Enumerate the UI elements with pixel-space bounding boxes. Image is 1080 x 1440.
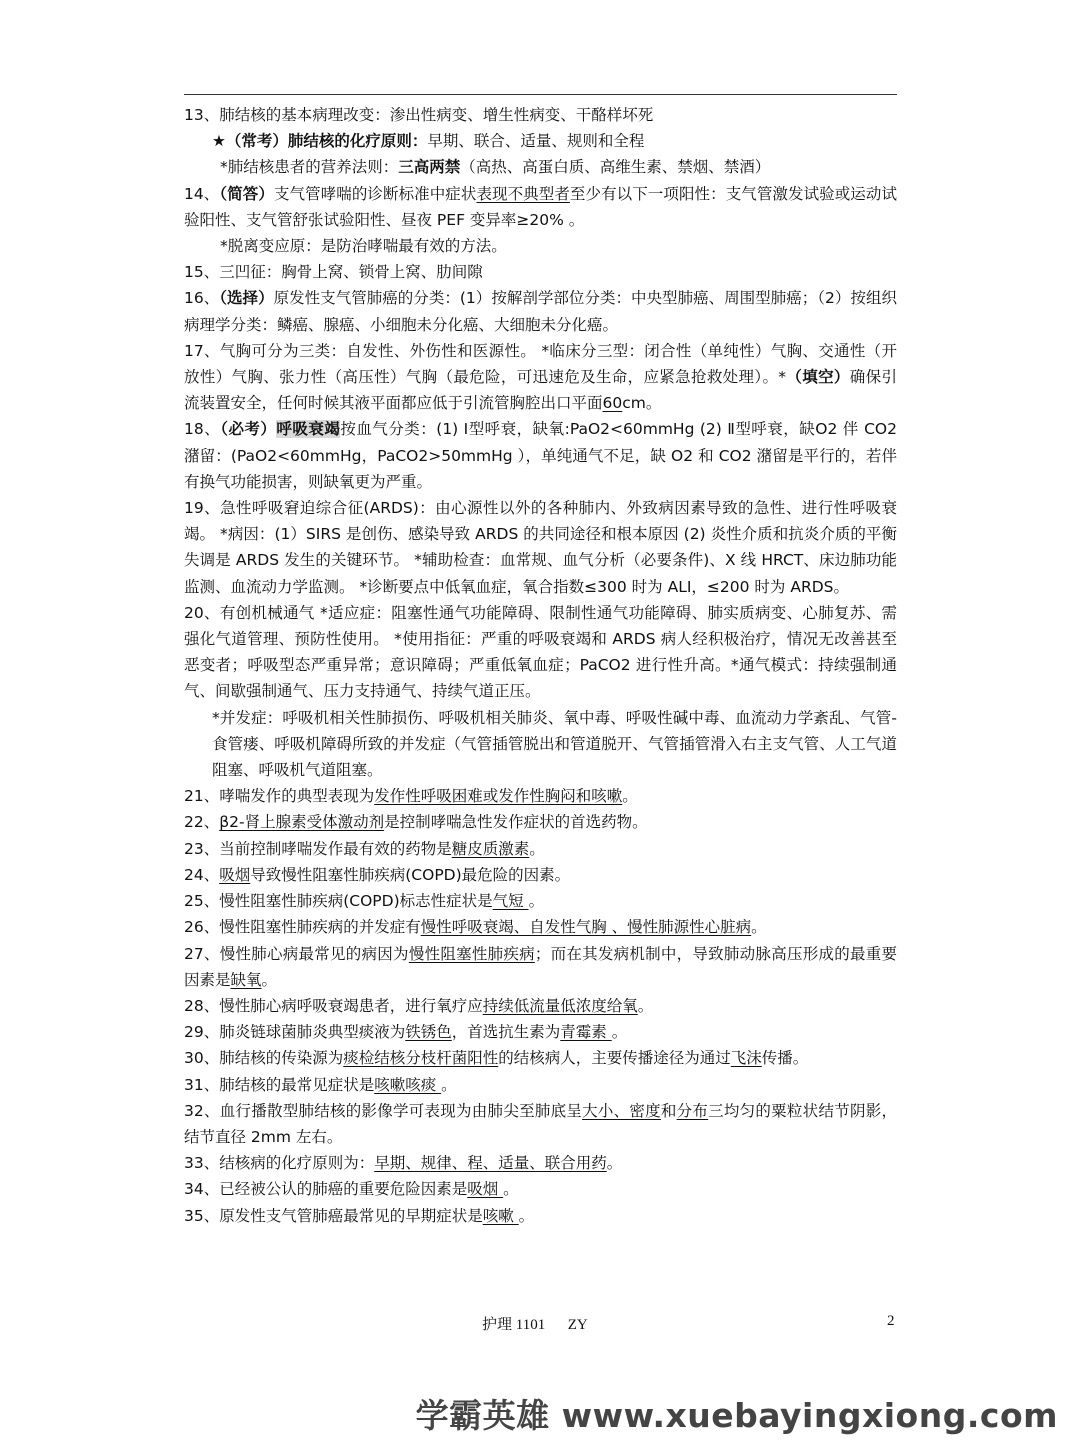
item-13-principle: ★（常考）肺结核的化疗原则：早期、联合、适量、规则和全程 [212,132,645,151]
item-29: 29、肺炎链球菌肺炎典型痰液为铁锈色，首选抗生素为青霉素 。 [184,1023,628,1042]
watermark: 学霸英雄 www.xuebayingxiong.com [415,1396,1058,1435]
item-19: 19、急性呼吸窘迫综合征(ARDS)：由心源性以外的各种肺内、外致病因素导致的急性、进行性呼吸衰竭。 *病因：(1）SIRS 是创伤、感染导致 ARDS 的共同途径和根本原因 (2) 炎性介质和抗炎介质的平衡失调是 ARDS 发生的关键环节。 *辅助检查：血常规、血气分析（必要条件)、X 线 HRCT、床边肺功能监测、血流动力学监测。 *诊断要点中低氧血症，氧合指数≤300 时为 ALI，≤200 时为 ARDS。 [184,499,897,596]
item-15: 15、三凹征：胸骨上窝、锁骨上窝、肋间隙 [184,263,483,282]
item-24: 24、吸烟导致慢性阻塞性肺疾病(COPD)最危险的因素。 [184,865,571,884]
item-16: 16、（选择）原发性支气管肺癌的分类：(1）按解剖学部位分类：中央型肺癌、周围型肺癌；（2）按组织病理学分类：鳞癌、腺癌、小细胞未分化癌、大细胞未分化癌。 [184,289,897,334]
item-22: 22、β2-肾上腺素受体激动剂是控制哮喘急性发作症状的首选药物。 [184,813,648,832]
item-34: 34、已经被公认的肺癌的重要危险因素是吸烟 。 [184,1180,519,1199]
item-13-nutrition: *肺结核患者的营养法则：三高两禁（高热、高蛋白质、高维生素、禁烟、禁酒） [220,158,771,177]
item-35: 35、原发性支气管肺癌最常见的早期症状是咳嗽 。 [184,1206,535,1225]
item-28: 28、慢性肺心病呼吸衰竭患者，进行氧疗应持续低流量低浓度给氧。 [184,996,654,1015]
item-14-note: *脱离变应原：是防治哮喘最有效的方法。 [220,237,507,256]
item-20: 20、有创机械通气 *适应症：阻塞性通气功能障碍、限制性通气功能障碍、肺实质病变、心肺复苏、需强化气道管理、预防性使用。 *使用指征：严重的呼吸衰竭和 ARDS 病人经积极治疗，情况无改善甚至恶变者；呼吸型态严重异常；意识障碍；严重低氧血症；PaCO2 进行性升高。*通气模式：持续强制通气、间歇强制通气、压力支持通气、持续气道正压。 [184,603,897,701]
document-body [184,102,897,1229]
page-number: 2 [887,1313,895,1329]
item-21: 21、哮喘发作的典型表现为发作性呼吸困难或发作性胸闷和咳嗽。 [184,787,638,806]
footer-label: 护理 1101 ZY [482,1317,588,1333]
item-26: 26、慢性阻塞性肺疾病的并发症有慢性呼吸衰竭、自发性气胸 、慢性肺源性心脏病。 [184,918,767,937]
item-30: 30、肺结核的传染源为痰检结核分枝杆菌阳性的结核病人，主要传播途径为通过飞沫传播。 [184,1049,809,1068]
header-rule [184,94,897,95]
item-23: 23、当前控制哮喘发作最有效的药物是糖皮质激素。 [184,839,545,858]
item-27: 27、慢性肺心病最常见的病因为慢性阻塞性肺疾病；而在其发病机制中，导致肺动脉高压形成的最重要因素是缺氧。 [184,944,897,989]
item-20-complications: *并发症：呼吸机相关性肺损伤、呼吸机相关肺炎、氧中毒、呼吸性碱中毒、血流动力学紊乱、气管-食管瘘、呼吸机障碍所致的并发症（气管插管脱出和管道脱开、气管插管滑入右主支气管、人工气道阻塞、呼吸机气道阻塞。 [212,708,897,780]
item-33: 33、结核病的化疗原则为：早期、规律、程、适量、联合用药。 [184,1154,623,1173]
item-14: 14、（简答）支气管哮喘的诊断标准中症状表现不典型者至少有以下一项阳性：支气管激发试验或运动试验阳性、支气管舒张试验阳性、昼夜 PEF 变异率≥20% 。 [184,184,897,229]
item-25: 25、慢性阻塞性肺疾病(COPD)标志性症状是气短 。 [184,892,545,911]
item-13: 13、肺结核的基本病理改变：渗出性病变、增生性病变、干酪样坏死 [184,106,654,124]
item-32: 32、血行播散型肺结核的影像学可表现为由肺尖至肺底呈大小、密度和分布三均匀的粟粒状结节阴影，结节直径 2mm 左右。 [184,1101,897,1146]
item-31: 31、肺结核的最常见症状是咳嗽咳痰 。 [184,1075,457,1094]
item-18: 18、（必考）呼吸衰竭按血气分类：(1) Ⅰ型呼衰，缺氧:PaO2<60mmHg (2) Ⅱ型呼衰，缺O2 伴 CO2 潴留：(PaO2<60mmHg，PaCO2>50mmHg ），单纯通气不足，缺 O2 和 CO2 潴留是平行的，若伴有换气功能损害，则缺氧更为严重。 [184,420,897,491]
item-17: 17、气胸可分为三类：自发性、外伤性和医源性。 *临床分三型：闭合性（单纯性）气胸、交通性（开放性）气胸、张力性（高压性）气胸（最危险，可迅速危及生命，应紧急抢救处理）。*（填空）确保引流装置安全，任何时候其液平面都应低于引流管胸腔出口平面60cm。 [184,341,897,413]
